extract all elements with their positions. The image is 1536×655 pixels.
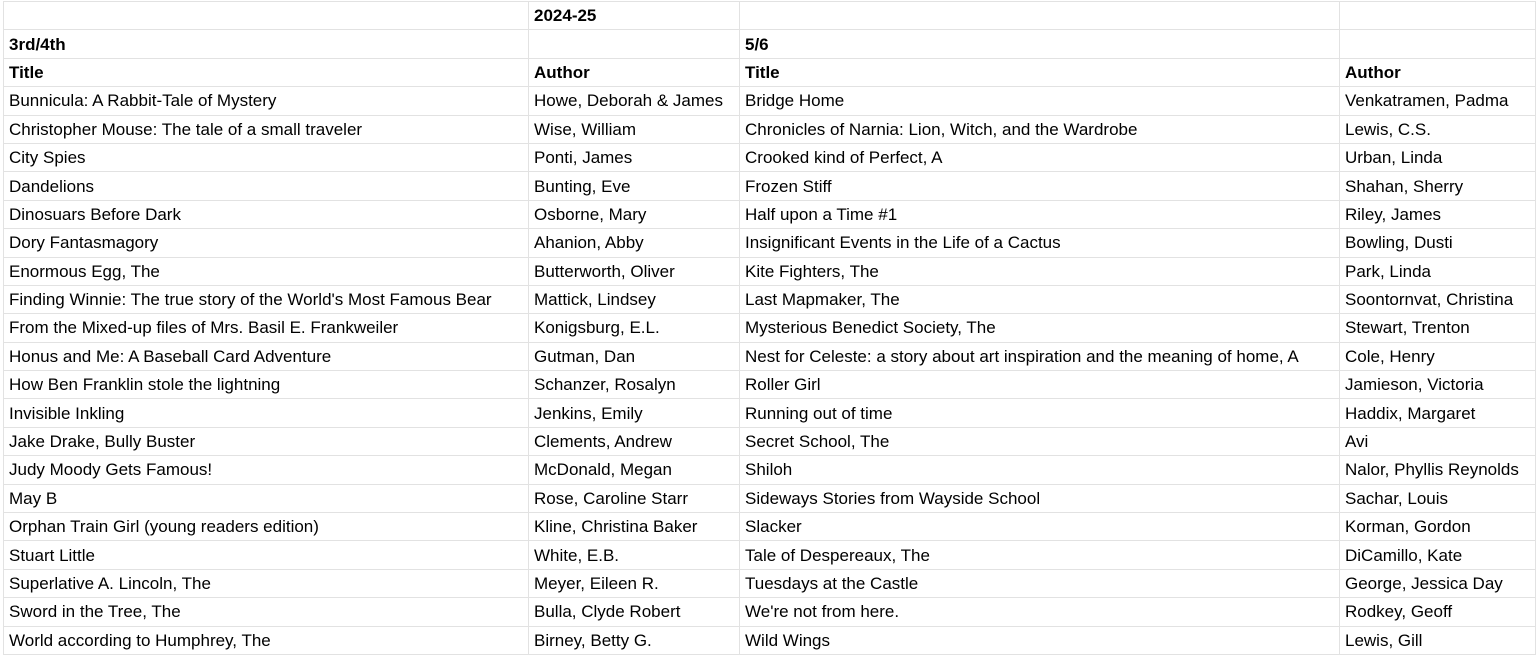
empty-cell[interactable] bbox=[1340, 2, 1536, 30]
book-title-3rd-4th[interactable]: City Spies bbox=[4, 143, 529, 171]
book-author-5-6[interactable]: George, Jessica Day bbox=[1340, 569, 1536, 597]
book-row bbox=[4, 172, 1536, 200]
book-author-5-6[interactable]: Sachar, Louis bbox=[1340, 484, 1536, 512]
book-row bbox=[4, 342, 1536, 370]
book-row bbox=[4, 399, 1536, 427]
book-author-3rd-4th[interactable]: Meyer, Eileen R. bbox=[529, 569, 740, 597]
book-author-3rd-4th[interactable]: Ponti, James bbox=[529, 143, 740, 171]
book-author-5-6[interactable]: Riley, James bbox=[1340, 200, 1536, 228]
book-title-5-6[interactable]: Roller Girl bbox=[740, 371, 1340, 399]
book-title-5-6[interactable]: Tale of Despereaux, The bbox=[740, 541, 1340, 569]
book-author-3rd-4th[interactable]: Birney, Betty G. bbox=[529, 626, 740, 654]
book-title-5-6[interactable]: Mysterious Benedict Society, The bbox=[740, 314, 1340, 342]
book-author-3rd-4th[interactable]: McDonald, Megan bbox=[529, 456, 740, 484]
book-title-5-6[interactable]: Frozen Stiff bbox=[740, 172, 1340, 200]
book-row bbox=[4, 229, 1536, 257]
book-title-5-6[interactable]: Half upon a Time #1 bbox=[740, 200, 1340, 228]
book-author-3rd-4th[interactable]: Osborne, Mary bbox=[529, 200, 740, 228]
year-row bbox=[4, 2, 1536, 30]
book-author-3rd-4th[interactable]: Howe, Deborah & James bbox=[529, 87, 740, 115]
book-title-5-6[interactable]: Kite Fighters, The bbox=[740, 257, 1340, 285]
title-header-3rd-4th[interactable]: Title bbox=[4, 58, 529, 86]
author-header-3rd-4th[interactable]: Author bbox=[529, 58, 740, 86]
book-title-3rd-4th[interactable]: Honus and Me: A Baseball Card Adventure bbox=[4, 342, 529, 370]
book-author-3rd-4th[interactable]: Wise, William bbox=[529, 115, 740, 143]
book-title-3rd-4th[interactable]: Dandelions bbox=[4, 172, 529, 200]
book-author-3rd-4th[interactable]: Butterworth, Oliver bbox=[529, 257, 740, 285]
book-author-3rd-4th[interactable]: Konigsburg, E.L. bbox=[529, 314, 740, 342]
book-author-3rd-4th[interactable]: Mattick, Lindsey bbox=[529, 285, 740, 313]
book-title-3rd-4th[interactable]: Stuart Little bbox=[4, 541, 529, 569]
book-author-3rd-4th[interactable]: Rose, Caroline Starr bbox=[529, 484, 740, 512]
book-row bbox=[4, 143, 1536, 171]
book-row bbox=[4, 513, 1536, 541]
book-author-5-6[interactable]: Rodkey, Geoff bbox=[1340, 598, 1536, 626]
book-title-3rd-4th[interactable]: Sword in the Tree, The bbox=[4, 598, 529, 626]
book-title-3rd-4th[interactable]: How Ben Franklin stole the lightning bbox=[4, 371, 529, 399]
book-title-3rd-4th[interactable]: Finding Winnie: The true story of the World's Most Famous Bear bbox=[4, 285, 529, 313]
empty-cell[interactable] bbox=[4, 2, 529, 30]
book-author-5-6[interactable]: Stewart, Trenton bbox=[1340, 314, 1536, 342]
book-title-5-6[interactable]: Insignificant Events in the Life of a Cactus bbox=[740, 229, 1340, 257]
book-title-5-6[interactable]: Shiloh bbox=[740, 456, 1340, 484]
book-author-3rd-4th[interactable]: Gutman, Dan bbox=[529, 342, 740, 370]
book-author-5-6[interactable]: Cole, Henry bbox=[1340, 342, 1536, 370]
book-author-3rd-4th[interactable]: White, E.B. bbox=[529, 541, 740, 569]
book-row bbox=[4, 314, 1536, 342]
book-title-5-6[interactable]: Crooked kind of Perfect, A bbox=[740, 143, 1340, 171]
book-title-5-6[interactable]: Chronicles of Narnia: Lion, Witch, and the Wardrobe bbox=[740, 115, 1340, 143]
book-title-5-6[interactable]: Wild Wings bbox=[740, 626, 1340, 654]
book-title-3rd-4th[interactable]: World according to Humphrey, The bbox=[4, 626, 529, 654]
book-row bbox=[4, 285, 1536, 313]
book-title-5-6[interactable]: Nest for Celeste: a story about art inspiration and the meaning of home, A bbox=[740, 342, 1340, 370]
empty-cell[interactable] bbox=[740, 2, 1340, 30]
empty-cell[interactable] bbox=[529, 30, 740, 58]
book-title-5-6[interactable]: Tuesdays at the Castle bbox=[740, 569, 1340, 597]
book-author-5-6[interactable]: Nalor, Phyllis Reynolds bbox=[1340, 456, 1536, 484]
book-title-3rd-4th[interactable]: Christopher Mouse: The tale of a small traveler bbox=[4, 115, 529, 143]
book-author-3rd-4th[interactable]: Jenkins, Emily bbox=[529, 399, 740, 427]
book-author-3rd-4th[interactable]: Bulla, Clyde Robert bbox=[529, 598, 740, 626]
book-author-3rd-4th[interactable]: Bunting, Eve bbox=[529, 172, 740, 200]
book-author-5-6[interactable]: Bowling, Dusti bbox=[1340, 229, 1536, 257]
book-title-5-6[interactable]: Running out of time bbox=[740, 399, 1340, 427]
book-row bbox=[4, 87, 1536, 115]
book-title-3rd-4th[interactable]: Dory Fantasmagory bbox=[4, 229, 529, 257]
book-author-5-6[interactable]: Shahan, Sherry bbox=[1340, 172, 1536, 200]
book-row bbox=[4, 115, 1536, 143]
book-row bbox=[4, 484, 1536, 512]
book-author-5-6[interactable]: Urban, Linda bbox=[1340, 143, 1536, 171]
book-title-3rd-4th[interactable]: Judy Moody Gets Famous! bbox=[4, 456, 529, 484]
book-title-3rd-4th[interactable]: Orphan Train Girl (young readers edition) bbox=[4, 513, 529, 541]
book-title-3rd-4th[interactable]: Enormous Egg, The bbox=[4, 257, 529, 285]
book-author-5-6[interactable]: Jamieson, Victoria bbox=[1340, 371, 1536, 399]
book-author-5-6[interactable]: Haddix, Margaret bbox=[1340, 399, 1536, 427]
header-row bbox=[4, 58, 1536, 86]
book-author-5-6[interactable]: Avi bbox=[1340, 427, 1536, 455]
book-row bbox=[4, 626, 1536, 654]
book-title-3rd-4th[interactable]: Superlative A. Lincoln, The bbox=[4, 569, 529, 597]
book-title-3rd-4th[interactable]: Jake Drake, Bully Buster bbox=[4, 427, 529, 455]
author-header-5-6[interactable]: Author bbox=[1340, 58, 1536, 86]
book-title-3rd-4th[interactable]: From the Mixed-up files of Mrs. Basil E. Frankweiler bbox=[4, 314, 529, 342]
book-title-5-6[interactable]: Last Mapmaker, The bbox=[740, 285, 1340, 313]
book-author-5-6[interactable]: Lewis, Gill bbox=[1340, 626, 1536, 654]
book-title-3rd-4th[interactable]: Dinosuars Before Dark bbox=[4, 200, 529, 228]
book-title-5-6[interactable]: Sideways Stories from Wayside School bbox=[740, 484, 1340, 512]
book-row bbox=[4, 200, 1536, 228]
book-author-5-6[interactable]: Korman, Gordon bbox=[1340, 513, 1536, 541]
book-row bbox=[4, 569, 1536, 597]
reading-list-grid bbox=[3, 1, 1536, 655]
year-label[interactable]: 2024-25 bbox=[529, 2, 740, 30]
book-title-3rd-4th[interactable]: Bunnicula: A Rabbit-Tale of Mystery bbox=[4, 87, 529, 115]
book-row bbox=[4, 598, 1536, 626]
book-author-3rd-4th[interactable]: Ahanion, Abby bbox=[529, 229, 740, 257]
book-author-3rd-4th[interactable]: Kline, Christina Baker bbox=[529, 513, 740, 541]
book-author-3rd-4th[interactable]: Clements, Andrew bbox=[529, 427, 740, 455]
empty-cell[interactable] bbox=[1340, 30, 1536, 58]
book-title-5-6[interactable]: Bridge Home bbox=[740, 87, 1340, 115]
book-row bbox=[4, 456, 1536, 484]
book-row bbox=[4, 371, 1536, 399]
book-author-5-6[interactable]: DiCamillo, Kate bbox=[1340, 541, 1536, 569]
book-row bbox=[4, 427, 1536, 455]
group-label-5-6[interactable]: 5/6 bbox=[740, 30, 1340, 58]
book-row bbox=[4, 541, 1536, 569]
book-author-3rd-4th[interactable]: Schanzer, Rosalyn bbox=[529, 371, 740, 399]
book-author-5-6[interactable]: Soontornvat, Christina bbox=[1340, 285, 1536, 313]
book-title-3rd-4th[interactable]: May B bbox=[4, 484, 529, 512]
book-author-5-6[interactable]: Venkatramen, Padma bbox=[1340, 87, 1536, 115]
group-row bbox=[4, 30, 1536, 58]
title-header-5-6[interactable]: Title bbox=[740, 58, 1340, 86]
book-author-5-6[interactable]: Park, Linda bbox=[1340, 257, 1536, 285]
book-author-5-6[interactable]: Lewis, C.S. bbox=[1340, 115, 1536, 143]
book-title-5-6[interactable]: We're not from here. bbox=[740, 598, 1340, 626]
group-label-3rd-4th[interactable]: 3rd/4th bbox=[4, 30, 529, 58]
book-title-5-6[interactable]: Slacker bbox=[740, 513, 1340, 541]
book-row bbox=[4, 257, 1536, 285]
book-title-5-6[interactable]: Secret School, The bbox=[740, 427, 1340, 455]
book-title-3rd-4th[interactable]: Invisible Inkling bbox=[4, 399, 529, 427]
grid-body bbox=[4, 2, 1536, 655]
